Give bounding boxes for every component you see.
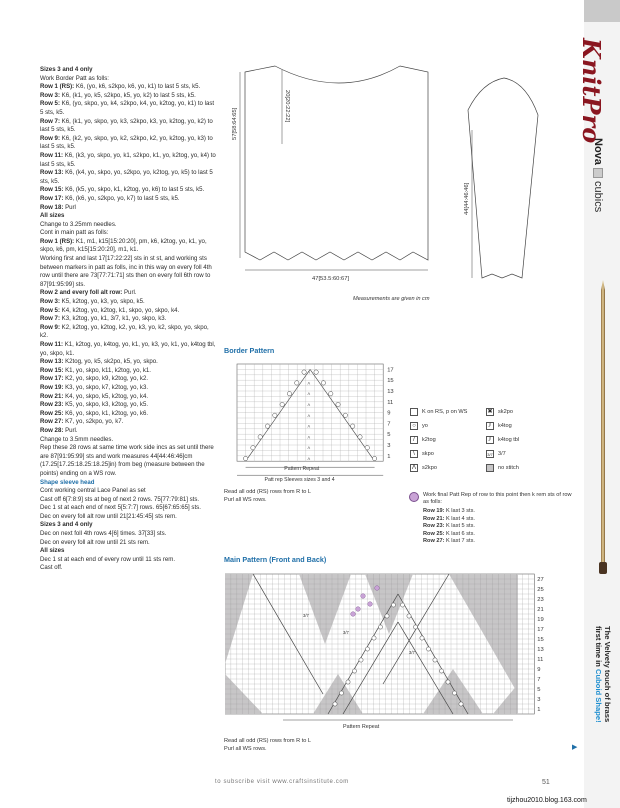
instruction-line xyxy=(40,221,216,230)
instruction-detail: K1, k2tog, yo, k4tog, yo, k1, yo, k3, yo, k1, yo, k4tog tbl, yo, skpo, k1. xyxy=(40,341,216,357)
final-row-item xyxy=(423,531,573,539)
row-number: 5 xyxy=(537,687,541,693)
legend-label: skpo xyxy=(422,451,434,457)
yo-symbol xyxy=(302,370,306,374)
yo-symbol xyxy=(273,413,277,417)
yo-symbol xyxy=(359,658,363,662)
instruction-text: All sizes xyxy=(40,547,65,555)
s2kpo-symbol: Λ xyxy=(307,412,311,418)
row-number: 13 xyxy=(387,389,394,395)
instruction-text: Row 9: xyxy=(40,134,60,142)
instruction-line xyxy=(40,307,216,316)
row-number: 17 xyxy=(537,627,544,633)
yo-symbol xyxy=(391,603,395,607)
instruction-detail: K5, yo, skpo, k3, k2tog, yo, k5. xyxy=(63,401,149,409)
source-url: tijzhou2010.blog.163.com xyxy=(507,797,587,804)
instruction-text: Sizes 3 and 4 only xyxy=(40,521,93,529)
instruction-text: Dec 1 st at each end of every row until 11 sts rem. xyxy=(40,555,176,563)
final-row-text: K last 4 sts. xyxy=(444,515,475,522)
row-number: 15 xyxy=(537,637,544,643)
instruction-line xyxy=(40,393,216,402)
instruction-text: Row 19: xyxy=(40,383,64,391)
instruction-detail: K4, yo, skpo, k5, k2tog, yo, k4. xyxy=(63,392,149,400)
knitpro-logo: KnitPro xyxy=(577,38,606,144)
instruction-text: Row 3: xyxy=(40,91,60,99)
instruction-text: Row 18: xyxy=(40,203,64,211)
instruction-text: Row 28: xyxy=(40,426,64,434)
row-number: 7 xyxy=(537,677,541,683)
legend-label: yo xyxy=(422,423,428,429)
s2kpo-symbol: Λ xyxy=(307,369,311,375)
instruction-line xyxy=(40,375,216,384)
final-row-label: Row 19: xyxy=(423,508,445,514)
stitch-legend xyxy=(410,408,580,488)
main-pattern-chart xyxy=(225,570,585,740)
instruction-text: Row 17: xyxy=(40,375,64,383)
promo-text xyxy=(594,626,612,723)
yo-symbol xyxy=(265,424,269,428)
instructions-column xyxy=(40,66,216,573)
final-row-text: K last 5 sts. xyxy=(444,523,475,530)
measurement-note: Measurements are given in cm xyxy=(353,296,430,302)
final-rep-symbol xyxy=(368,602,373,607)
final-rows-list xyxy=(423,508,573,546)
legend-label: 3/7 xyxy=(498,451,506,457)
yo-symbol xyxy=(365,647,369,651)
instruction-line xyxy=(40,496,216,505)
row-number: 11 xyxy=(537,657,544,663)
row-number: 3 xyxy=(387,443,391,449)
instruction-detail: K6, (k3, yo, skpo, yo, k1, s2kpo, k1, yo, k2tog, yo, k4) to last 5 sts, k5. xyxy=(40,151,216,168)
s2kpo-symbol: Λ xyxy=(307,456,311,461)
instruction-line xyxy=(40,410,216,419)
pattern-repeat-label: Pattern Repeat xyxy=(343,724,380,730)
yo-symbol xyxy=(243,456,247,460)
instruction-detail: K2tog, yo, k5, sk2po, k5, yo, skpo. xyxy=(63,358,158,366)
instruction-text: Row 15: xyxy=(40,366,64,374)
instruction-text: Row 25: xyxy=(40,409,64,417)
instruction-line xyxy=(40,83,216,92)
instruction-line xyxy=(40,169,216,186)
final-row-text: K last 3 sts. xyxy=(444,508,475,514)
instruction-detail: Purl. xyxy=(63,426,78,434)
yo-symbol xyxy=(321,381,325,385)
legend-label: s2kpo xyxy=(422,465,437,471)
yo-symbol-icon: ○ xyxy=(410,422,418,430)
sleeve-length-label: 44[44:46:46] xyxy=(464,182,470,215)
instruction-line xyxy=(40,152,216,169)
s2kpo-symbol: Λ xyxy=(307,423,311,429)
yo-symbol xyxy=(350,424,354,428)
yo-symbol xyxy=(446,680,450,684)
garment-schematic xyxy=(220,60,582,305)
row-number: 11 xyxy=(387,399,394,406)
instruction-line xyxy=(40,324,216,341)
yo-symbol xyxy=(459,702,463,706)
instruction-line xyxy=(40,513,216,522)
instruction-detail: K7, yo, s2kpo, yo, k7. xyxy=(63,418,124,426)
sidebar-tab xyxy=(584,0,620,22)
skpo-symbol-icon: \ xyxy=(410,450,418,458)
final-row-item xyxy=(423,516,573,524)
instruction-detail: Purl. xyxy=(122,289,137,297)
row-number: 13 xyxy=(537,647,544,653)
instruction-line xyxy=(40,487,216,496)
instruction-text: Dec on next foll 4th rows 4[6] times. 37[33] sts. xyxy=(40,530,167,538)
instruction-text: Change to 3.25mm needles. xyxy=(40,220,117,228)
s2kpo-symbol: Λ xyxy=(307,434,311,440)
instruction-text: Row 15: xyxy=(40,186,64,194)
k2tog-symbol-icon: / xyxy=(410,436,418,444)
37-symbol-icon: 3/7 xyxy=(487,452,493,457)
legend-label: K on RS, p on WS xyxy=(422,409,468,415)
instruction-line xyxy=(40,315,216,324)
instruction-text: Row 5: xyxy=(40,306,60,314)
promo-line-2a: first time in xyxy=(594,626,603,670)
instruction-text: Row 1 (RS): xyxy=(40,237,75,245)
instruction-line xyxy=(40,204,216,213)
instruction-line xyxy=(40,530,216,539)
instruction-line xyxy=(40,212,216,221)
needle-image xyxy=(596,280,610,580)
next-page-arrow-icon[interactable]: ▶ xyxy=(572,744,578,751)
yo-symbol xyxy=(333,702,337,706)
cube-icon xyxy=(593,168,603,178)
instruction-text: Row 1 (RS): xyxy=(40,83,75,91)
width-label: 47[53.5:60:67] xyxy=(312,276,350,282)
yo-symbol xyxy=(295,381,299,385)
row-number: 5 xyxy=(387,432,391,439)
instruction-text: Row 21: xyxy=(40,392,64,400)
final-row-text: K last 7 sts. xyxy=(444,538,475,545)
nova-cubics-brand xyxy=(592,138,604,212)
k4togtbl-symbol-icon: ⫽ xyxy=(486,436,494,444)
instruction-line xyxy=(40,92,216,101)
instruction-detail: K6, yo, skpo, k1, k2tog, yo, k6. xyxy=(63,409,149,417)
yo-symbol xyxy=(251,446,255,450)
main-pattern-title: Main Pattern (Front and Back) xyxy=(224,555,327,564)
instruction-line xyxy=(40,238,216,255)
final-row-item xyxy=(423,508,573,516)
three-seven-symbol: 3/7 xyxy=(303,613,309,618)
row-number: 19 xyxy=(537,617,544,623)
instruction-line xyxy=(40,298,216,307)
instruction-text: Cont in main patt as folls: xyxy=(40,229,109,237)
instruction-line xyxy=(40,229,216,238)
yo-symbol xyxy=(439,669,443,673)
final-row-item xyxy=(423,538,573,546)
instruction-text: Cast off. xyxy=(40,564,63,572)
final-rep-symbol xyxy=(361,594,366,599)
main-purl-note: Purl all WS rows. xyxy=(224,746,267,752)
instruction-text: Sizes 3 and 4 only xyxy=(40,66,93,73)
legend-label: no stitch xyxy=(498,465,519,471)
instruction-line xyxy=(40,384,216,393)
instruction-line xyxy=(40,539,216,548)
row-number: 23 xyxy=(537,597,544,603)
instruction-text: Cast off 6[7:8:9] sts at beg of next 2 rows. 75[77:79:81] sts. xyxy=(40,495,200,503)
border-pattern-chart xyxy=(225,360,405,482)
instruction-detail: K1, m1, k15[15:20:20], pm, k6, k2tog, yo, k1, yo, skpo, k6, pm, k15[15:20:20], m1, k1. xyxy=(40,237,207,254)
final-rep-symbol xyxy=(356,607,361,612)
k-symbol-icon xyxy=(410,408,418,416)
instruction-text: Row 11: xyxy=(40,151,64,159)
final-rep-note: Work final Patt Rep of row to this point then k rem sts of row as folls: xyxy=(423,492,572,506)
instruction-text: Row 3: xyxy=(40,298,60,306)
instruction-detail: K6, (yo, k6, s2kpo, k6, yo, k1) to last 5 sts, k5. xyxy=(74,83,201,91)
s2kpo-symbol: Λ xyxy=(307,445,311,451)
instruction-line xyxy=(40,444,216,478)
instruction-detail: K2, yo, skpo, k9, k2tog, yo, k2. xyxy=(63,375,149,383)
instruction-detail: K3, k2tog, yo, k1, 3/7, k1, yo, skpo, k3. xyxy=(59,315,167,323)
instruction-text: Working first and last 17[17:22:22] sts in st st, and working sts between markers in patt as folls, inc in this way on every foll 4th row until there are 73[77:71:71] sts then on every foll 6th row to 87[91:95:99] sts. xyxy=(40,255,212,288)
instruction-line xyxy=(40,436,216,445)
instruction-text: Row 27: xyxy=(40,418,64,426)
final-row-label: Row 27: xyxy=(423,538,445,545)
instruction-text: Row 13: xyxy=(40,169,64,177)
s2kpo-symbol: Λ xyxy=(307,380,311,386)
instruction-line xyxy=(40,367,216,376)
instruction-text: Dec 1 st at each end of next 5[5:7:7] rows. 65[67:65:65] sts. xyxy=(40,504,201,512)
instruction-detail: K6, (k1, yo, k5, s2kpo, k5, yo, k2) to last 5 sts, k5. xyxy=(59,91,196,99)
row-number: 3 xyxy=(537,697,541,703)
pattern-repeat-label: Pattern Repeat xyxy=(284,466,320,473)
instruction-line xyxy=(40,358,216,367)
instruction-detail: K6, (k4, yo, skpo, yo, s2kpo, yo, k2tog, yo, k5) to last 5 sts, k5. xyxy=(40,169,213,185)
instruction-text: Row 17: xyxy=(40,194,64,202)
border-pattern-title: Border Pattern xyxy=(224,346,275,355)
ns-symbol-icon xyxy=(486,464,494,472)
instruction-detail: K6, (k6, yo, s2kpo, yo, k7) to last 5 sts, k5. xyxy=(63,194,180,202)
final-rep-symbol xyxy=(351,612,356,617)
promo-line-1: The Velvety touch of brass xyxy=(603,626,612,723)
instruction-text: Change to 3.5mm needles. xyxy=(40,435,114,443)
row-number: 25 xyxy=(537,587,544,593)
yo-symbol xyxy=(426,647,430,651)
final-row-label: Row 25: xyxy=(423,530,445,537)
instruction-line xyxy=(40,255,216,289)
yo-symbol xyxy=(343,413,347,417)
yo-symbol xyxy=(413,625,417,629)
yo-symbol xyxy=(400,603,404,607)
instruction-detail: K4, k2tog, yo, k2tog, k1, skpo, yo, skpo, k4. xyxy=(59,306,180,314)
instruction-text: Rep these 28 rows at same time work side incs as set until there are 87[91:95:99] sts and work measures 44[44:46:46]cm (17.25[17.25:18.25:18.25]in) from beg (measure between the points) ending on a WS row. xyxy=(40,444,214,477)
row-number: 7 xyxy=(387,421,391,428)
row-number: 1 xyxy=(537,707,541,713)
final-rep-symbol xyxy=(375,586,380,591)
instruction-text: Row 5: xyxy=(40,100,60,108)
legend-label: sk2po xyxy=(498,409,513,415)
instruction-line xyxy=(40,418,216,427)
instruction-text: Dec on every foll alt row until 21[21:45:45] sts rem. xyxy=(40,512,177,520)
instruction-line xyxy=(40,75,216,84)
instruction-line xyxy=(40,564,216,573)
legend-label: k4tog tbl xyxy=(498,437,520,443)
yo-symbol xyxy=(287,392,291,396)
final-row-label: Row 23: xyxy=(423,523,445,530)
instruction-text: Row 9: xyxy=(40,323,60,331)
instruction-detail: K3, yo, skpo, k7, k2tog, yo, k3. xyxy=(63,383,149,391)
yo-symbol xyxy=(358,435,362,439)
highlight-marker-icon xyxy=(409,492,419,502)
brand-sub: cubics xyxy=(592,181,604,213)
instruction-line xyxy=(40,135,216,152)
yo-symbol xyxy=(407,614,411,618)
page-number: 51 xyxy=(542,779,550,786)
subscribe-footer[interactable]: to subscribe visit www.craftsinstitute.com xyxy=(215,779,349,785)
instruction-line xyxy=(40,118,216,135)
row-number: 17 xyxy=(387,367,394,374)
instruction-text: All sizes xyxy=(40,212,65,220)
instruction-detail: K2, k2tog, yo, k2tog, k2, yo, k3, yo, k2, skpo, yo, skpo, k2. xyxy=(40,323,209,340)
s2kpo-symbol: Λ xyxy=(307,402,311,407)
instruction-line xyxy=(40,195,216,204)
s2kpo-symbol-icon: Λ xyxy=(411,465,416,471)
three-seven-symbol: 3/7 xyxy=(409,650,415,655)
final-row-item xyxy=(423,523,573,531)
instruction-detail: Purl xyxy=(63,203,76,211)
instruction-text: Row 11: xyxy=(40,341,64,348)
instruction-line xyxy=(40,100,216,117)
row-number: 21 xyxy=(537,607,544,613)
row-number: 9 xyxy=(537,667,541,673)
instruction-detail: K6, (k5, yo, skpo, k1, k2tog, yo, k6) to last 5 sts, k5. xyxy=(63,186,205,194)
sleeve-repeat-label: Patt rep Sleeves sizes 3 and 4 xyxy=(264,477,335,482)
s2kpo-symbol: Λ xyxy=(307,391,311,397)
yo-symbol xyxy=(420,636,424,640)
yo-symbol xyxy=(339,691,343,695)
instruction-text: Cont working central Lace Panel as set xyxy=(40,487,146,495)
main-read-note: Read all odd (RS) rows from R to L xyxy=(224,738,312,744)
instruction-detail: K5, k2tog, yo, k3, yo, skpo, k5. xyxy=(59,298,145,306)
instruction-line xyxy=(40,479,216,488)
row-number: 9 xyxy=(387,410,391,417)
instruction-text: Work Border Patt as folls: xyxy=(40,74,109,82)
instruction-detail: K6, (k2, yo, skpo, yo, k2, s2kpo, k2, yo, k2tog, yo, k3) to last 5 sts, k5. xyxy=(40,134,213,151)
instruction-line xyxy=(40,504,216,513)
border-read-note: Read all odd (RS) rows from R to L xyxy=(224,489,312,495)
instruction-text: Shape sleeve head xyxy=(40,478,95,486)
instruction-line xyxy=(40,427,216,436)
row-number: 15 xyxy=(387,378,394,385)
body-length-label: 57[58:64:65] xyxy=(232,107,238,140)
yo-symbol xyxy=(372,456,376,460)
yo-symbol xyxy=(258,435,262,439)
instruction-text: Row 13: xyxy=(40,358,64,366)
instruction-text: Row 7: xyxy=(40,117,60,125)
yo-symbol xyxy=(378,625,382,629)
instruction-line xyxy=(40,547,216,556)
instruction-text: Row 23: xyxy=(40,401,64,409)
row-number: 27 xyxy=(537,577,544,583)
brand-name: Nova xyxy=(592,138,604,165)
yo-symbol xyxy=(314,370,318,374)
instruction-text: Row 2 and every foll alt row: xyxy=(40,289,123,297)
three-seven-symbol: 3/7 xyxy=(343,630,349,635)
yo-symbol xyxy=(452,691,456,695)
instruction-line xyxy=(40,401,216,410)
yo-symbol xyxy=(372,636,376,640)
legend-label: k2tog xyxy=(422,437,436,443)
instruction-line xyxy=(40,341,216,358)
final-row-label: Row 21: xyxy=(423,515,445,522)
instruction-line xyxy=(40,66,216,75)
yo-symbol xyxy=(352,669,356,673)
row-number: 1 xyxy=(387,453,391,460)
border-purl-note: Purl all WS rows. xyxy=(224,497,267,503)
instruction-detail: K1, yo, skpo, k11, k2tog, yo, k1. xyxy=(63,366,151,374)
legend-label: k4tog xyxy=(498,423,512,429)
instruction-line xyxy=(40,186,216,195)
instruction-text: Row 7: xyxy=(40,315,60,323)
yo-symbol xyxy=(336,402,340,406)
k4tog-symbol-icon: ⫽ xyxy=(486,422,494,430)
neck-depth-label: 20[20:22:22] xyxy=(284,90,290,123)
yo-symbol xyxy=(280,402,284,406)
instruction-detail: K6, (k1, yo, skpo, yo, k3, s2kpo, k3, yo, k2tog, yo, k2) to last 5 sts, k5. xyxy=(40,117,213,134)
instruction-line xyxy=(40,556,216,565)
promo-line-2b: Cuboid Shape! xyxy=(594,669,603,723)
instruction-text: Dec on every foll alt row until 21 sts rem. xyxy=(40,538,150,546)
yo-symbol xyxy=(329,392,333,396)
instruction-line xyxy=(40,521,216,530)
yo-symbol xyxy=(365,446,369,450)
yo-symbol xyxy=(385,614,389,618)
instruction-line xyxy=(40,289,216,298)
sk2po-symbol-icon: ✖ xyxy=(487,409,493,415)
final-row-text: K last 6 sts. xyxy=(444,530,475,537)
instruction-detail: K6, (yo, skpo, yo, k4, s2kpo, k4, yo, k2tog, yo, k1) to last 5 sts, k5. xyxy=(40,100,215,116)
yo-symbol xyxy=(346,680,350,684)
yo-symbol xyxy=(433,658,437,662)
